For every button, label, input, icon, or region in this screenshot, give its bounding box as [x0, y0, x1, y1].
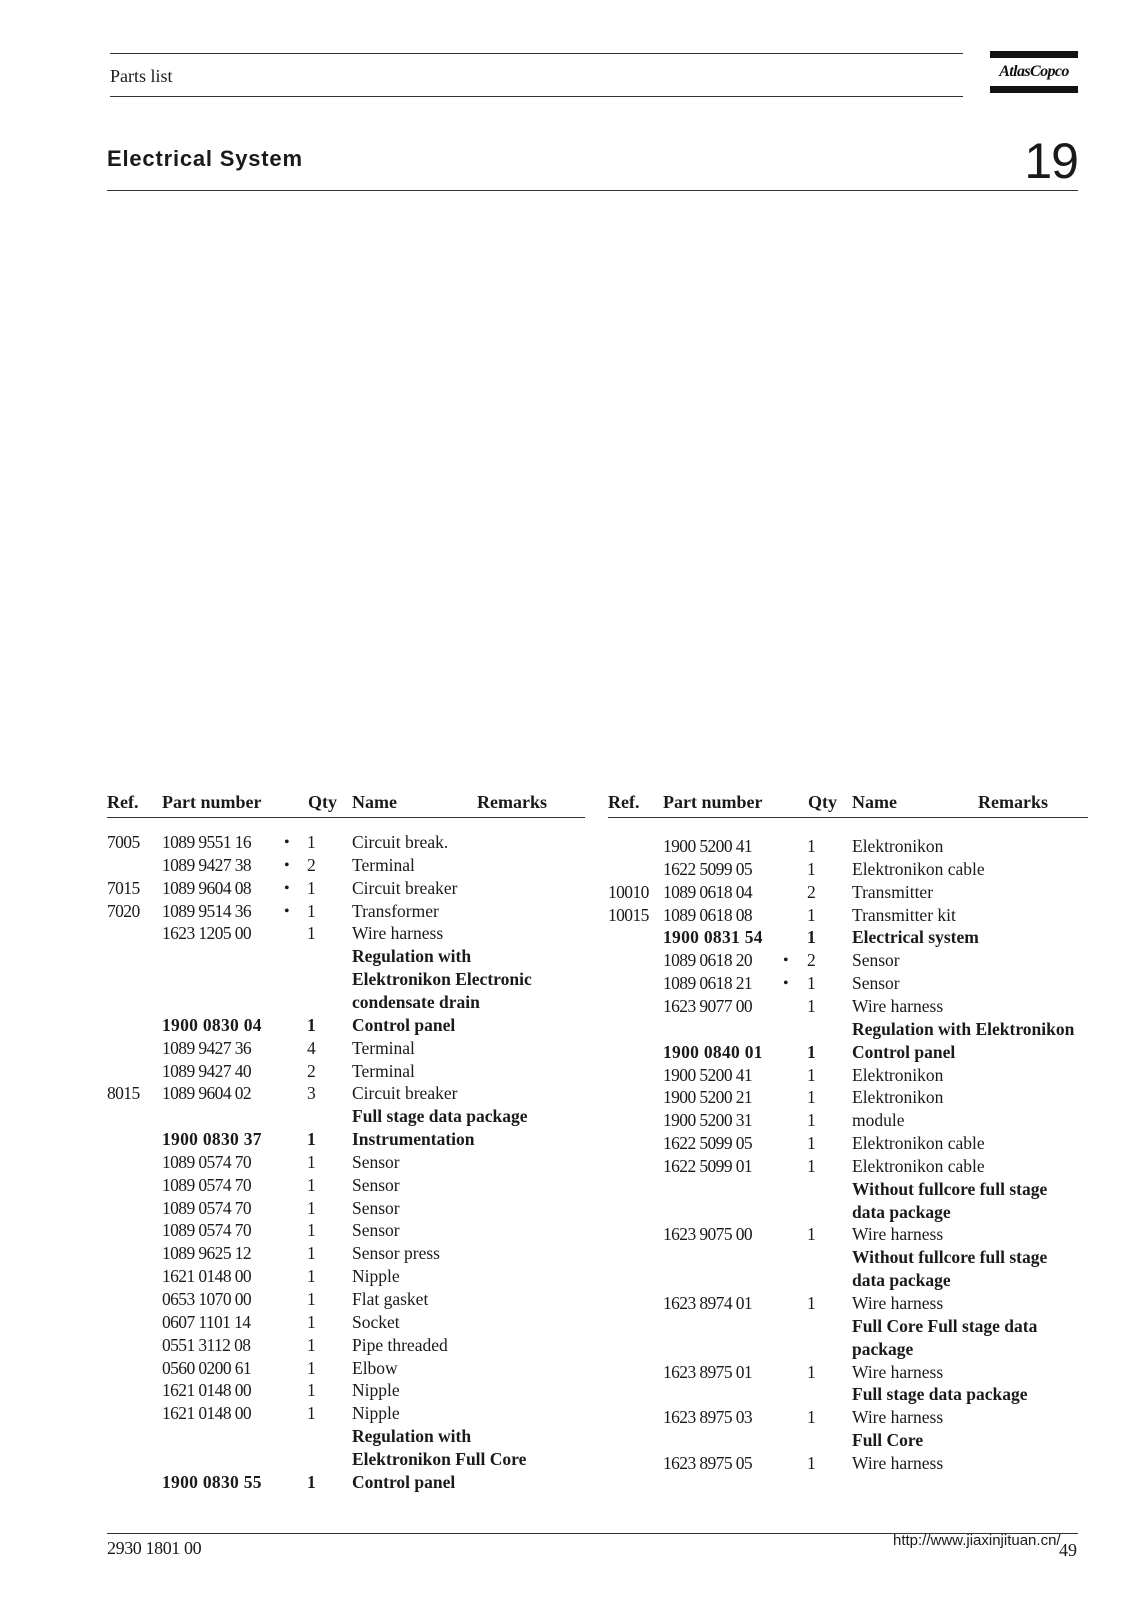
ref-cell: 7005 — [107, 832, 140, 852]
name-cell: Sensor — [852, 973, 900, 994]
qty-cell: 2 — [807, 950, 816, 971]
part-number-cell: 1089 9427 40 — [162, 1060, 252, 1081]
part-number-cell: 0653 1070 00 — [162, 1289, 252, 1309]
part-number-cell: 1089 0574 70 — [162, 1220, 252, 1241]
left-header-ref: Ref. — [107, 792, 139, 812]
bullet-cell: • — [284, 856, 290, 874]
name-cell: Elektronikon cable — [852, 1155, 985, 1176]
name-cell: Full stage data package — [352, 1106, 528, 1127]
left-header-remarks: Remarks — [477, 792, 547, 812]
name-cell: Control panel — [352, 1014, 456, 1035]
part-number-cell: 1623 8975 03 — [663, 1407, 753, 1428]
name-cell: Elektronikon cable — [852, 1133, 985, 1154]
name-cell: Elektronikon Full Core — [352, 1448, 527, 1469]
part-number-cell: 1623 8974 01 — [663, 1293, 753, 1313]
part-number-cell: 1623 8975 01 — [663, 1361, 753, 1382]
name-cell: Sensor press — [352, 1243, 440, 1264]
part-number-cell: 1900 5200 41 — [663, 836, 753, 856]
part-number-cell: 1622 5099 05 — [663, 1133, 753, 1154]
part-number-cell: 1623 9075 00 — [663, 1224, 753, 1245]
name-cell: Flat gasket — [352, 1289, 429, 1309]
bullet-cell: • — [284, 879, 290, 897]
part-number-cell: 1900 0830 37 — [162, 1129, 262, 1150]
name-cell: Electrical system — [852, 927, 979, 948]
qty-cell: 1 — [307, 1151, 316, 1172]
qty-cell: 1 — [807, 1133, 816, 1154]
qty-cell: 1 — [307, 1129, 316, 1150]
header-bottom-rule — [110, 96, 963, 97]
footer-page-number: 49 — [1059, 1540, 1077, 1560]
part-number-cell: 1089 0618 04 — [663, 881, 753, 902]
name-cell: Control panel — [852, 1041, 956, 1062]
part-number-cell: 1621 0148 00 — [162, 1403, 252, 1424]
part-number-cell: 1089 9551 16 — [162, 832, 252, 852]
qty-cell: 1 — [807, 1155, 816, 1176]
name-cell: Circuit break. — [352, 832, 449, 852]
right-header-name: Name — [852, 792, 897, 812]
qty-cell: 1 — [307, 1014, 316, 1035]
part-number-cell: 0607 1101 14 — [162, 1311, 251, 1332]
name-cell: Regulation with — [352, 946, 472, 967]
part-number-cell: 1089 9604 08 — [162, 877, 252, 898]
qty-cell: 1 — [807, 858, 816, 879]
ref-cell: 10015 — [608, 904, 649, 925]
part-number-cell: 1900 0830 04 — [162, 1014, 262, 1035]
name-cell: Elektronikon — [852, 1087, 944, 1108]
name-cell: data package — [852, 1201, 951, 1222]
qty-cell: 1 — [307, 1334, 316, 1355]
qty-cell: 1 — [307, 1243, 316, 1264]
name-cell: condensate drain — [352, 991, 480, 1012]
part-number-cell: 1089 9514 36 — [162, 900, 252, 921]
part-number-cell: 1900 0840 01 — [663, 1041, 763, 1062]
name-cell: Full stage data package — [852, 1384, 1028, 1405]
part-number-cell: 1622 5099 05 — [663, 858, 753, 879]
name-cell: data package — [852, 1270, 951, 1291]
part-number-cell: 1623 1205 00 — [162, 923, 252, 944]
logo-bottom-bar — [990, 86, 1078, 93]
qty-cell: 1 — [307, 1220, 316, 1241]
name-cell: Elbow — [352, 1357, 398, 1378]
name-cell: Elektronikon — [852, 836, 944, 856]
qty-cell: 1 — [307, 1311, 316, 1332]
name-cell: Wire harness — [852, 1361, 944, 1382]
qty-cell: 3 — [307, 1083, 316, 1104]
name-cell: Sensor — [352, 1174, 400, 1195]
section-title: Electrical System — [107, 146, 303, 171]
part-number-cell: 1900 0831 54 — [663, 927, 763, 948]
bullet-cell: • — [284, 834, 290, 851]
part-number-cell: 1089 9604 02 — [162, 1083, 252, 1104]
header-label: Parts list — [110, 66, 173, 86]
qty-cell: 1 — [307, 1174, 316, 1195]
ref-cell: 7015 — [107, 877, 140, 898]
name-cell: Wire harness — [852, 1293, 944, 1313]
name-cell: Full Core — [852, 1430, 924, 1451]
qty-cell: 1 — [807, 1087, 816, 1108]
name-cell: Terminal — [352, 1037, 415, 1058]
qty-cell: 1 — [307, 1357, 316, 1378]
name-cell: Circuit breaker — [352, 877, 458, 898]
name-cell: Nipple — [352, 1403, 400, 1424]
right-header-ref: Ref. — [608, 792, 640, 812]
logo-text: AtlasCopco — [999, 63, 1069, 80]
name-cell: Transmitter — [852, 881, 934, 902]
right-header-rule — [608, 817, 1088, 818]
qty-cell: 1 — [307, 1266, 316, 1287]
name-cell: Transmitter kit — [852, 904, 956, 925]
logo-top-bar — [990, 51, 1078, 58]
part-number-cell: 0560 0200 61 — [162, 1357, 252, 1378]
part-number-cell: 1621 0148 00 — [162, 1380, 252, 1401]
part-number-cell: 1623 8975 05 — [663, 1452, 753, 1473]
part-number-cell: 1089 0618 08 — [663, 904, 753, 925]
part-number-cell: 1089 9427 36 — [162, 1037, 252, 1058]
ref-cell: 8015 — [107, 1083, 140, 1104]
bullet-cell: • — [284, 902, 290, 920]
part-number-cell: 1622 5099 01 — [663, 1155, 753, 1176]
name-cell: Without fullcore full stage — [852, 1178, 1048, 1199]
right-header-part-number: Part number — [663, 792, 763, 812]
qty-cell: 2 — [307, 1060, 316, 1081]
qty-cell: 1 — [807, 1361, 816, 1382]
qty-cell: 2 — [307, 854, 316, 875]
name-cell: Wire harness — [852, 995, 944, 1016]
part-number-cell: 1900 5200 41 — [663, 1064, 753, 1085]
qty-cell: 1 — [307, 900, 316, 921]
name-cell: Wire harness — [352, 923, 444, 944]
qty-cell: 1 — [807, 1452, 816, 1473]
part-number-cell: 1900 5200 31 — [663, 1110, 753, 1131]
name-cell: Elektronikon cable — [852, 858, 985, 879]
name-cell: Nipple — [352, 1380, 400, 1401]
qty-cell: 1 — [807, 1224, 816, 1245]
qty-cell: 1 — [307, 1197, 316, 1218]
name-cell: Wire harness — [852, 1407, 944, 1428]
name-cell: Sensor — [352, 1197, 400, 1218]
qty-cell: 1 — [307, 1380, 316, 1401]
qty-cell: 2 — [807, 881, 816, 902]
part-number-cell: 1900 5200 21 — [663, 1087, 753, 1108]
right-header-remarks: Remarks — [978, 792, 1048, 812]
section-number: 19 — [1024, 133, 1078, 189]
name-cell: Terminal — [352, 854, 415, 875]
part-number-cell: 1089 9625 12 — [162, 1243, 252, 1264]
part-number-cell: 0551 3112 08 — [162, 1334, 251, 1355]
name-cell: package — [852, 1338, 914, 1359]
part-number-cell: 1089 9427 38 — [162, 854, 252, 875]
qty-cell: 1 — [307, 877, 316, 898]
part-number-cell: 1089 0618 20 — [663, 950, 753, 971]
name-cell: Without fullcore full stage — [852, 1247, 1048, 1268]
atlas-copco-logo — [990, 51, 1078, 93]
qty-cell: 1 — [807, 1110, 816, 1131]
qty-cell: 1 — [307, 832, 316, 852]
right-header-qty: Qty — [808, 792, 837, 812]
name-cell: Sensor — [352, 1151, 400, 1172]
name-cell: Elektronikon Electronic — [352, 969, 532, 990]
qty-cell: 1 — [807, 904, 816, 925]
qty-cell: 1 — [807, 1293, 816, 1313]
qty-cell: 1 — [807, 973, 816, 994]
qty-cell: 1 — [807, 1041, 816, 1062]
qty-cell: 1 — [807, 995, 816, 1016]
name-cell: Socket — [352, 1311, 400, 1332]
part-number-cell: 1621 0148 00 — [162, 1266, 252, 1287]
name-cell: Control panel — [352, 1471, 456, 1492]
qty-cell: 1 — [807, 1064, 816, 1085]
ref-cell: 7020 — [107, 900, 140, 921]
bullet-cell: • — [783, 975, 789, 993]
bullet-cell: • — [783, 952, 789, 970]
name-cell: Circuit breaker — [352, 1083, 458, 1104]
left-header-qty: Qty — [308, 792, 337, 812]
footer-document-number: 2930 1801 00 — [107, 1538, 202, 1558]
qty-cell: 4 — [307, 1037, 316, 1058]
ref-cell: 10010 — [608, 881, 649, 902]
name-cell: Regulation with — [352, 1426, 472, 1447]
qty-cell: 1 — [307, 1403, 316, 1424]
name-cell: Instrumentation — [352, 1129, 475, 1150]
name-cell: Sensor — [852, 950, 900, 971]
qty-cell: 1 — [307, 1471, 316, 1492]
left-header-name: Name — [352, 792, 397, 812]
qty-cell: 1 — [807, 1407, 816, 1428]
left-header-rule — [107, 817, 585, 818]
qty-cell: 1 — [807, 927, 816, 948]
part-number-cell: 1089 0618 21 — [663, 973, 753, 994]
name-cell: Wire harness — [852, 1224, 944, 1245]
name-cell: Elektronikon — [852, 1064, 944, 1085]
name-cell: Terminal — [352, 1060, 415, 1081]
part-number-cell: 1089 0574 70 — [162, 1197, 252, 1218]
part-number-cell: 1623 9077 00 — [663, 995, 753, 1016]
name-cell: Nipple — [352, 1266, 400, 1287]
name-cell: Transformer — [352, 900, 439, 921]
left-header-part-number: Part number — [162, 792, 262, 812]
title-rule — [107, 190, 1078, 191]
qty-cell: 1 — [307, 923, 316, 944]
name-cell: Full Core Full stage data — [852, 1315, 1038, 1336]
name-cell: Regulation with Elektronikon — [852, 1018, 1075, 1039]
name-cell: Sensor — [352, 1220, 400, 1241]
footer-url: http://www.jiaxinjituan.cn/ — [893, 1532, 1061, 1549]
name-cell: Pipe threaded — [352, 1334, 448, 1355]
qty-cell: 1 — [807, 836, 816, 856]
qty-cell: 1 — [307, 1289, 316, 1309]
part-number-cell: 1089 0574 70 — [162, 1151, 252, 1172]
part-number-cell: 1089 0574 70 — [162, 1174, 252, 1195]
header-top-rule — [110, 53, 963, 54]
name-cell: module — [852, 1110, 905, 1131]
part-number-cell: 1900 0830 55 — [162, 1471, 262, 1492]
name-cell: Wire harness — [852, 1452, 944, 1473]
